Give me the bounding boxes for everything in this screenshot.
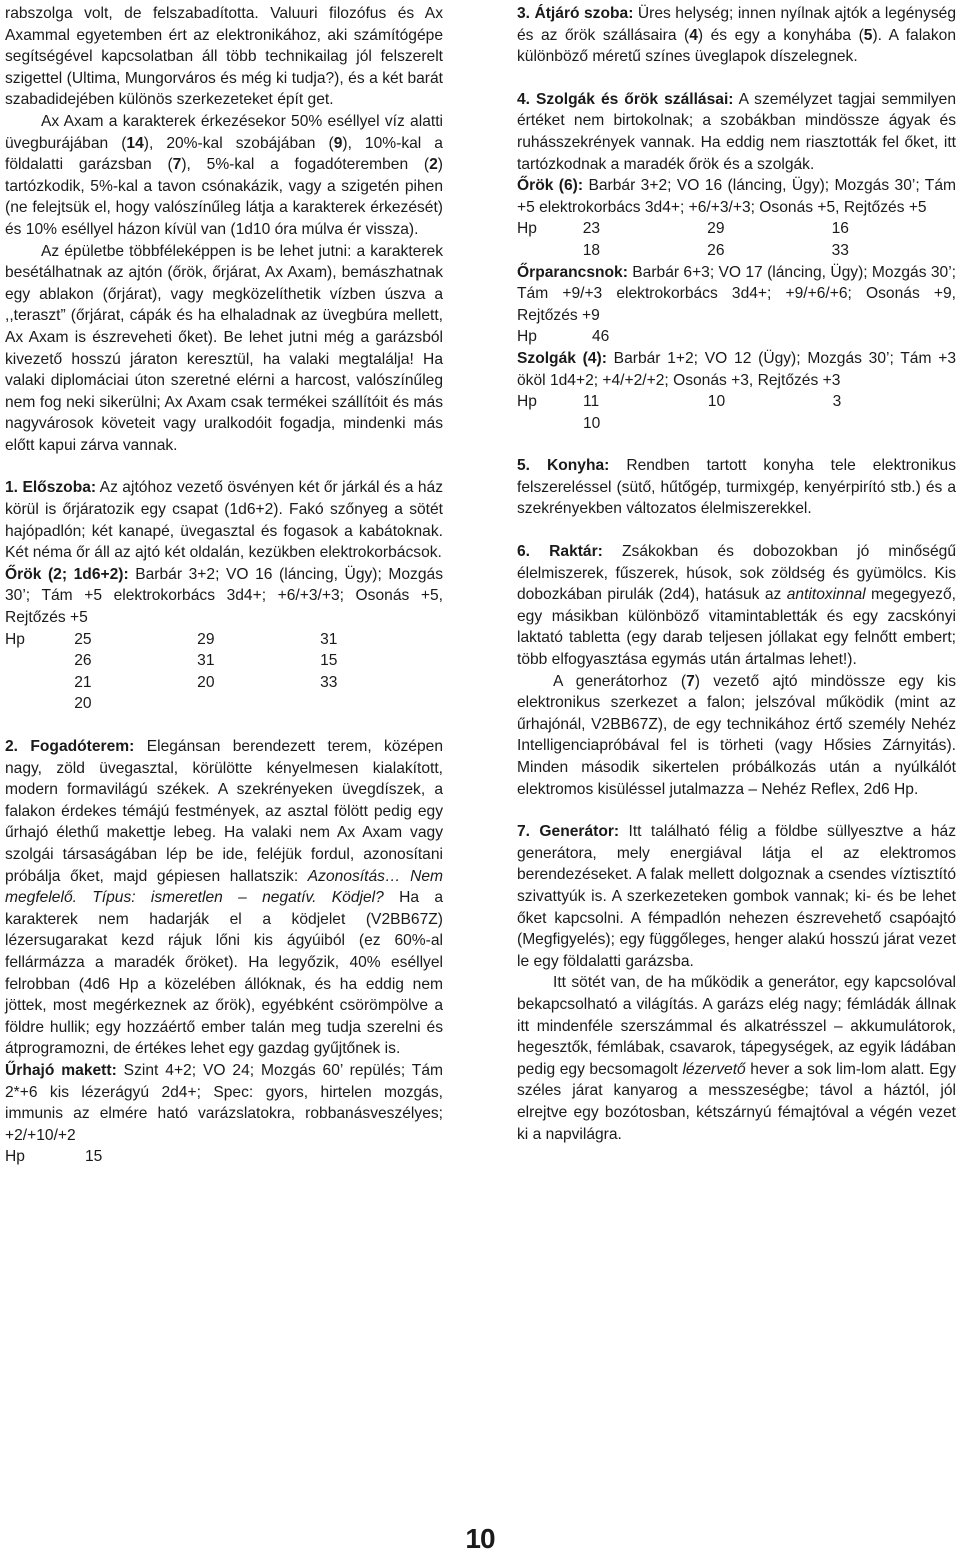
ship-model-title: Űrhajó makett: xyxy=(5,1061,117,1079)
captain-title: Őrparancsnok: xyxy=(517,263,628,281)
room-7-title: 7. Generátor: xyxy=(517,823,620,841)
guards-6-stats: Őrök (6): Barbár 3+2; VO 16 (láncing, Ügy); Mozgás 30’; Tám +5 elektrokorbács 3d4+; +6/+3/+3; Osonás +5, Rejtőzés +5 xyxy=(517,177,956,216)
servants-stats: Szolgák (4): Barbár 1+2; VO 12 (Ügy); Mozgás 30’; Tám +3 ököl 1d4+2; +4/+2/+2; Osonás +3, Rejtőzés +3 xyxy=(517,349,956,389)
ship-model-hp-table xyxy=(5,1146,231,1168)
servants-hp-table xyxy=(517,391,956,434)
table-row: Hp 15 xyxy=(5,1148,103,1166)
table-row: 20 xyxy=(74,695,92,713)
ship-model-stats: Űrhajó makett: Szint 4+2; VO 24; Mozgás 60’ repülés; Tám 2*+6 kis lézerágyú 2d4+; Spec: gyors, hirtelen mozgás, immunis az elmére ható varázslatokra, robbanásveszélyes; +2/+10/+2 xyxy=(5,1061,443,1144)
room-1-description: 1. Előszoba: Az ajtóhoz vezető ösvényen két őr járkál és a ház körül is őrjáratozik egy csapat (1d6+2). Fakó szőnyeg a sötét hajópadlón; két kanapé, üvegasztal és fogasok a kabátoknak. Két néma őr áll az ajtó két oldalán, kezükben elektrokorbácsok. xyxy=(5,479,444,562)
guards-1-hp-table xyxy=(5,629,443,715)
room-2-title: 2. Fogadóterem: xyxy=(5,738,135,755)
captain-hp-table xyxy=(517,326,738,348)
room-4-title: 4. Szolgák és őrök szállásai: xyxy=(517,90,734,108)
room-7-description: 7. Generátor: Itt található félig a földbe süllyesztve a ház generátora, mely energiával látja el az elektromos berendezéseket. A falak mellett dolgoznak a csendes víztisztító szivattyúk is. A szerkezeteken gombok vannak; ki- és be lehet őket kapcsolni. A fémpadlón nehezen észrevehető csapóajtó (Megfigyelés); egy függőleges, henger alakú hosszú járat vezet le egy földalatti garázsba. xyxy=(517,823,956,970)
location-paragraph: Ax Axam a karakterek érkezésekor 50% eséllyel víz alatti üvegburájában (14), 20%-kal szobájában (9), 10%-kal a földalatti garázsban (7), 5%-kal a fogadóteremben (2) tartózkodik, 5%-kal a tavon csónakázik, vagy a szigetén pihen (ne felejtsük el, hogy valószínűleg látja a karakterek érkezését) és 10% eséllyel házon kívül van (1d10 óra múlva ér vissza). xyxy=(5,112,443,238)
room-3-title: 3. Átjáró szoba: xyxy=(517,5,634,22)
room-6-title: 6. Raktár: xyxy=(517,543,603,561)
garage-paragraph: Itt sötét van, de ha működik a generátor, egy kapcsolóval bekapcsolható a világítás. A garázs elég nagy; fémládák állnak itt mindenféle szerszámmal és alkatrésszel – akkumulátorok, hegesztők, fémlábak, csavarok, tápegységek, az egyik ládában pedig egy becsomagolt lézervető hever a sok lim-lom alatt. Egy széles járat kanyarog a messzeségbe; távol a háztól, jól elrejtve egy bozótosban, kétszárnyú fémajtóval a végén vezet ki a napvilágra. xyxy=(517,974,957,1143)
entry-paragraph: Az épületbe többféleképpen is be lehet jutni: a karakterek besétálhatnak az ajtón (őrök, őrjárat, Ax Axam), bemászhatnak egy ablakon (őrjárat), vagy megközelíthetik vízben úszva a ,,teraszt” (őrjárat, cápák és ha elhaladnak az üvegbúra mellett, Ax Axam is észreveheti őket). Be lehet jutni még a garázsból kivezető hosszú járaton keresztül, ha valaki megtalálja! Ha valaki diplomáciai úton szeretné elérni a harcost, valószínűleg nem fog neki sikerülni; Ax Axam csak termékei szállítóit és más nagyvárosok követeit vagy uralkodóit fogadja, mindenki más előtt kapui zárva vannak. xyxy=(5,242,443,454)
table-row: Hp 23 29 16 xyxy=(517,220,849,238)
servants-title: Szolgák (4): xyxy=(517,349,607,367)
table-row: Hp 46 xyxy=(517,328,610,346)
table-row: 10 xyxy=(582,414,601,432)
room-1-title: 1. Előszoba: xyxy=(5,479,97,497)
table-row: Hp 11 10 3 xyxy=(517,393,842,411)
captain-stats: Őrparancsnok: Barbár 6+3; VO 17 (láncing, Ügy); Mozgás 30’; Tám +9/+3 elektrokorbács 3d4+; +9/+6/+6; Osonás +9, Rejtőzés +9 xyxy=(517,263,957,324)
intro-paragraph: rabszolga volt, de felszabadította. Valuuri filozófus és Ax Axammal egyetemben ért az elektronikához, aki számítógépe segítségével kapcsolatban áll több technikailag jól felszerelt szigettel (Ultima, Mungorváros és még ki tudja?), és a két barát szabadidejében különös szerkezeteket épít get. xyxy=(5,5,443,109)
room-4-description: 4. Szolgák és őrök szállásai: A személyzet tagjai semmilyen értéket nem birtokolnak; a szobákban mindössze ágyak és ruhásszekrények vannak. Ha eddig nem riasztották fel őket, itt tartózkodnak a maradék őrök és a szolgák. xyxy=(517,90,956,173)
page-number: 10 xyxy=(465,1523,495,1554)
room-3-description: 3. Átjáró szoba: Üres helység; innen nyílnak ajtók a legénység és az őrök szállásaira (4) és egy a konyhába (5). A falakon különböző méretű színes üveglapok díszelegnek. xyxy=(517,5,957,66)
table-row: Hp 25 29 31 xyxy=(5,630,338,648)
table-row: 18 26 33 xyxy=(582,241,849,259)
guards-1-title: Őrök (2; 1d6+2): xyxy=(5,565,129,583)
room-6-description: 6. Raktár: Zsákokban és dobozokban jó minőségű élelmiszerek, fűszerek, húsok, sok zöldség és gyümölcs. Kis dobozkában pirulák (2d4), hatásuk az antitoxinnal megegyező, egy másikban különböző vitamintabletták és egy zacskónyi laktató tabletta (egy darab teljesen jóllakat egy felnőtt embert; több elfogyasztása egymás után ártalmas lehet!). xyxy=(517,543,956,669)
generator-door-paragraph: A generátorhoz (7) vezető ajtó mindössze egy kis elektronikus szerkezet a falon; jelszóval működik (mint az űrhajónál, V2BB67Z), de egy technikához értő személy Nehéz Intelligenciapróbával fel is törheti (vagy Hősies Zárnyitás). Minden második sikertelen próbálkozás után a nyúlkálót elektromos kisüléssel jutalmazza – Nehéz Reflex, 2d6 Hp. xyxy=(517,672,956,798)
guards-6-title: Őrök (6): xyxy=(517,177,584,195)
room-2-description: 2. Fogadóterem: Elegánsan berendezett terem, középen nagy, zöld üvegasztal, körülötte kényelmesen kialakított, modern formavilágú székek. A szekrényeken üvegdíszek, a falakon érdekes témájú festmények, az asztal fölött pedig egy űrhajó élethű makettje lebeg. Ha valaki nem Ax Axam vagy szolgái társaságában lép be ide, feléjük fordul, azonosítani próbálja őket, majd gépiesen hallatszik: Azonosítás… Nem megfelelő. Típus: ismeretlen – negatív. Ködjel? Ha a karakterek nem hadarják el a ködjelet (V2BB67Z) lézersugarakat kezd rájuk lőni kis ágyúiból (ez 60%-al fellármázza a maradék őröket). Ha legyőzik, 40% eséllyel felrobban (4d6 Hp a közelében állóknak, és ha eddig nem jöttek, most megérkeznek az őrök), egyébként csörömpölve a földre hullik; egy hozzáértő ember talán meg tudja szerelni és átprogramozni, de értékes lehet egy gazdag gyűjtőnek is. xyxy=(5,738,444,1058)
room-5-title: 5. Konyha: xyxy=(517,457,610,475)
guards-1-stats: Őrök (2; 1d6+2): Barbár 3+2; VO 16 (láncing, Ügy); Mozgás 30’; Tám +5 elektrokorbács 3d4+; +6/+3/+3; Osonás +5, Rejtőzés +5 xyxy=(5,565,443,627)
table-row: 26 31 15 xyxy=(74,652,338,670)
guards-6-hp-table xyxy=(517,218,956,261)
table-row: 21 20 33 xyxy=(74,673,338,691)
room-5-description: 5. Konyha: Rendben tartott konyha tele elektronikus felszereléssel (sütő, hűtőgép, turmixgép, kenyérpirító stb.) és a szekrényekben változatos élelmiszerekkel. xyxy=(517,457,956,518)
right-column xyxy=(517,3,956,1145)
left-column xyxy=(5,3,443,1168)
